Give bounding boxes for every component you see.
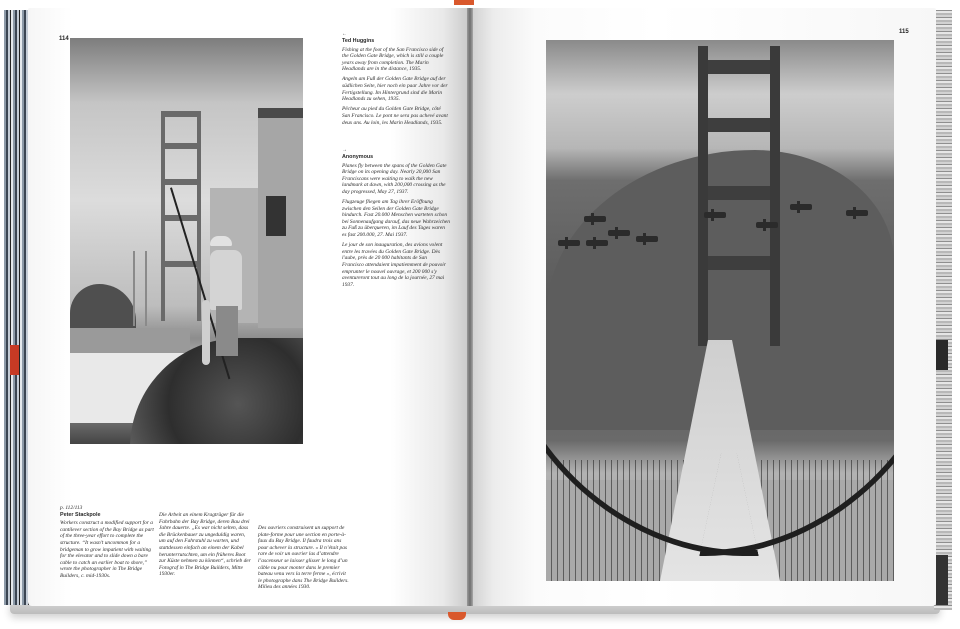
caption-text-fr: Des ouvriers construisent un support de plate-forme pour une section en porte-à-faux du Bay Bridge. Il faudra trois ans pour achever la structure. « Il n’était pas rare de voir un ouvrier las d’attendre l’ascenseur se laisser glisser le long d’un câble nu pour monter dans le premier bateau venu vers la terre ferme », écrivit le photographe dans The Bridge Builders. Milieu des années 1930. xyxy=(258,525,349,591)
biplane-icon xyxy=(636,236,658,242)
biplane-icon xyxy=(558,240,580,246)
page-edge-red-mark xyxy=(10,345,19,375)
spine-headband-top xyxy=(454,0,474,5)
biplane-icon xyxy=(704,212,726,218)
page-edge-dark-mark xyxy=(936,340,948,370)
photo-headland xyxy=(70,284,136,329)
caption-page-reference: p. 112/113 xyxy=(60,505,83,511)
caption-peter-stackpole-fr xyxy=(258,525,351,594)
page-number-right: 115 xyxy=(899,29,909,35)
biplane-icon xyxy=(756,222,778,228)
photo-fisherman-golden-gate xyxy=(70,38,303,444)
photo-fish xyxy=(202,300,210,365)
biplane-icon xyxy=(846,210,868,216)
caption-ted-huggins xyxy=(342,32,450,130)
caption-text-en: Workers construct a modified support for a cantilever section of the Bay Bridge as part of the three-year effort to complete the structure. “It wasn’t uncommon for a bridgeman to grow impatient with waiting for the elevator and to slide down a bare cable to catch an earlier boat to shore,” wrote the photographer in The Bridge Builders, c. mid-1930s. xyxy=(60,520,154,579)
photo-opening-day-flyover xyxy=(546,40,894,581)
caption-text-de: Die Arbeit an einem Kragträger für die Fahrbahn der Bay Bridge, deren Bau drei Jahre dauerte. „Es war nicht selten, dass die Brückenbauer zu ungeduldig waren, um auf den Fahrstuhl zu warten, und stattdessen einfach an einem der Kabel herunterrutschten, um ein früheres Boot zur Küste nehmen zu können“, schrieb der Fotograf in The Bridge Builders, Mitte 1930er. xyxy=(159,512,251,578)
biplane-icon xyxy=(584,216,606,222)
arrow-right-icon: → xyxy=(342,148,347,153)
caption-peter-stackpole-de xyxy=(159,512,252,581)
caption-text-en: Fishing at the foot of the San Francisco side of the Golden Gate Bridge, which is still a couple years away from completion. The Marin Headlands are in the distance, 1935. xyxy=(342,46,444,73)
caption-peter-stackpole-en xyxy=(60,505,154,583)
photo-near-tower xyxy=(161,111,201,321)
caption-anonymous xyxy=(342,148,450,292)
caption-text-fr: Le jour de son inauguration, des avions volent entre les travées du Golden Gate Bridge. Dès l'aube, près de 20 000 habitants de San Francisco attendaient impatiemment de pouvoir emprunter le nouvel ouvrage, et 200 000 s'y aventureront tout au long de la journée, 27 mai 1937. xyxy=(342,242,446,288)
caption-credit: Anonymous xyxy=(342,154,374,160)
left-page-stack-edges xyxy=(4,10,30,605)
photo-fisherman-hat xyxy=(210,236,232,246)
right-page-stack-edges xyxy=(934,10,952,610)
photo-fisherman xyxy=(210,250,242,310)
caption-text-de: Flugzeuge fliegen am Tag ihrer Eröffnung zwischen den Seilen der Golden Gate Bridge hindurch. Fast 20.000 Menschen warteten schon bei Sonnenaufgang darauf, das neue Wahrzeichen zu Fuß zu überqueren, im Lauf des Tages waren es fast 200.000, 27. Mai 1937. xyxy=(342,199,450,239)
caption-credit: Ted Huggins xyxy=(342,38,375,44)
biplane-icon xyxy=(790,204,812,210)
caption-text-fr: Pêcheur au pied du Golden Gate Bridge, côté San Francisco. Le pont ne sera pas achevé avant deux ans. Au loin, les Marin Headlands, 1935. xyxy=(342,106,448,126)
book-gutter xyxy=(467,8,473,606)
caption-text-de: Angeln am Fuß der Golden Gate Bridge auf der südlichen Seite, hier noch ein paar Jahre vor der Fertigstellung. Im Hintergrund sind die Marin Headlands zu sehen, 1935. xyxy=(342,76,448,103)
biplane-icon xyxy=(586,240,608,246)
photo-far-tower xyxy=(133,251,147,326)
biplane-icon xyxy=(608,230,630,236)
photo-fort-window xyxy=(266,196,286,236)
page-number-left: 114 xyxy=(59,36,69,42)
caption-credit: Peter Stackpole xyxy=(60,511,101,518)
photo-fisherman-legs xyxy=(216,306,238,356)
spine-headband-bottom xyxy=(448,612,466,620)
arrow-left-icon: ← xyxy=(342,32,347,37)
page-edge-dark-mark xyxy=(936,555,948,605)
caption-text-en: Planes fly between the spans of the Golden Gate Bridge on its opening day. Nearly 20,000 San Franciscans were waiting to walk the new landmark at dawn, with 200,000 crossing as the day progressed, May 27, 1937. xyxy=(342,162,447,195)
